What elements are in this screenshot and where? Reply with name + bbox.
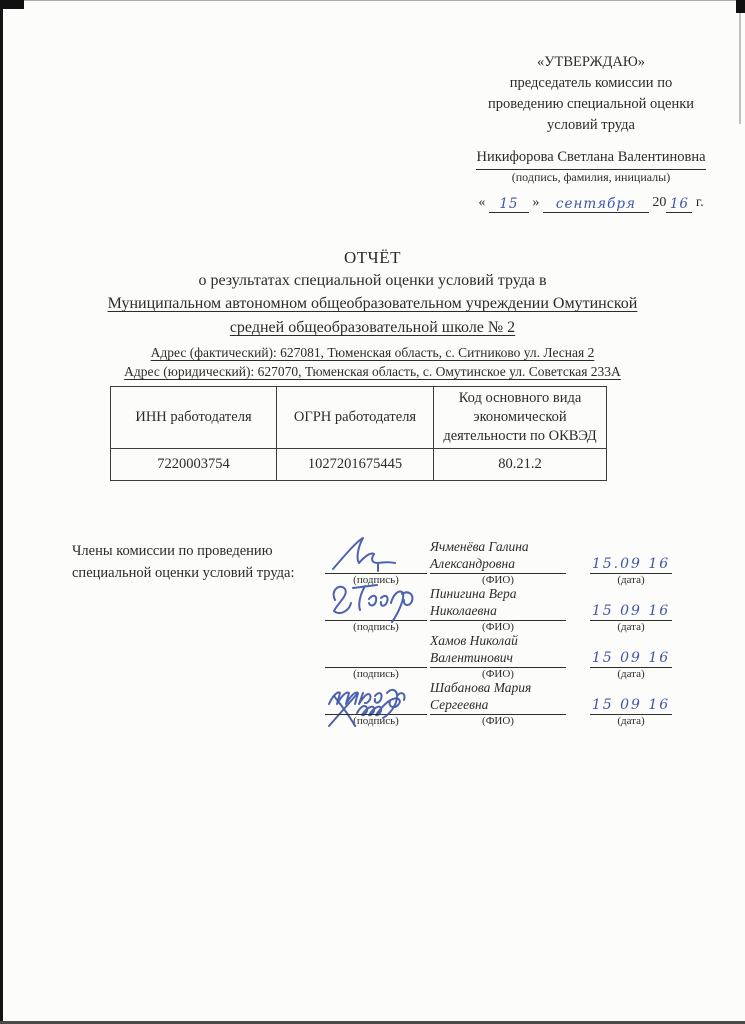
date-cell [590, 634, 672, 681]
organization-name-line1: Муниципальном автономном общеобразовательном учреждении Омутинской [107, 295, 638, 312]
name-cell [430, 634, 566, 681]
organization-name-line2: средней общеобразовательной школе № 2 [229, 319, 516, 336]
handwritten-date: 15 09 16 [591, 697, 671, 713]
title-block [0, 247, 745, 381]
signature-caption: (подпись) [353, 621, 399, 633]
name-caption: (ФИО) [482, 621, 514, 633]
name-caption: (ФИО) [482, 574, 514, 586]
report-title: ОТЧЁТ [344, 248, 401, 267]
header-inn: ИНН работодателя [111, 387, 277, 449]
date-cell [590, 540, 672, 587]
date-cell [590, 587, 672, 634]
scan-corner-mark-right [736, 0, 745, 13]
signature-caption: (подпись) [353, 715, 399, 727]
signature-icon [325, 533, 425, 577]
name-cell [430, 540, 566, 587]
report-subtitle: о результатах специальной оценки условий труда в [198, 272, 547, 289]
member-name-line1: Ячменёва Галина [430, 539, 529, 554]
date-year-slot [666, 197, 692, 213]
approver-name: Никифорова Светлана Валентиновна [476, 147, 705, 170]
member-name-line1: Хамов Николай [430, 633, 518, 648]
name-cell [430, 681, 566, 728]
approval-role-line: председатель комиссии по [509, 75, 673, 91]
handwritten-month: сентября [555, 196, 636, 212]
handwritten-date: 15 09 16 [591, 650, 671, 666]
member-name-line2: Сергеевна [430, 697, 489, 712]
date-cell [590, 681, 672, 728]
date-day-slot [489, 197, 529, 213]
value-ogrn: 1027201675445 [277, 449, 434, 481]
handwritten-date: 15.09 16 [591, 556, 671, 572]
signature-cell [325, 587, 427, 634]
date-year-prefix: 20 [652, 195, 667, 210]
signature-icon [325, 578, 425, 624]
handwritten-day: 15 [499, 196, 519, 212]
value-inn: 7220003754 [111, 449, 277, 481]
scan-corner-mark-left [0, 0, 24, 9]
address-legal: Адрес (юридический): 627070, Тюменская область, с. Омутинское ул. Советская 233А [124, 363, 621, 379]
date-caption: (дата) [617, 715, 645, 727]
signature-caption: (подпись) [353, 574, 399, 586]
value-okved: 80.21.2 [434, 449, 607, 481]
signature-caption: (подпись) [353, 668, 399, 680]
name-cell [430, 587, 566, 634]
table-header-row [111, 387, 607, 449]
commission-label-line2: специальной оценки условий труда: [72, 565, 295, 581]
date-open-quote: « [478, 195, 486, 210]
table-value-row [111, 449, 607, 481]
employer-info-table [110, 386, 607, 481]
handwritten-year: 16 [669, 196, 689, 212]
commission-label-line1: Члены комиссии по проведению [72, 543, 273, 559]
handwritten-date: 15 09 16 [591, 603, 671, 619]
member-name-line1: Пинигина Вера [430, 586, 517, 601]
signature-icon [325, 674, 425, 718]
approval-title: «УТВЕРЖДАЮ» [537, 54, 645, 70]
address-actual: Адрес (фактический): 627081, Тюменская область, с. Ситниково ул. Лесная 2 [150, 345, 595, 360]
commission-members-list [325, 540, 672, 728]
name-caption: (ФИО) [482, 715, 514, 727]
date-suffix: г. [695, 195, 704, 210]
date-caption: (дата) [617, 621, 645, 633]
scan-top-edge [0, 0, 745, 1]
member-name-line2: Валентинович [430, 650, 513, 665]
approval-role-line: проведению специальной оценки [487, 96, 695, 112]
header-ogrn: ОГРН работодателя [277, 387, 434, 449]
date-caption: (дата) [617, 574, 645, 586]
scan-left-edge [0, 0, 3, 1024]
member-name-line1: Шабанова Мария [430, 680, 532, 695]
date-close-quote: » [532, 195, 540, 210]
member-name-line2: Александровна [430, 556, 515, 571]
member-name-line2: Николаевна [430, 603, 497, 618]
approval-date-line [440, 192, 742, 213]
approval-signature-caption: (подпись, фамилия, инициалы) [511, 170, 671, 184]
date-caption: (дата) [617, 668, 645, 680]
date-month-slot [543, 197, 649, 213]
commission-label [72, 540, 295, 584]
member-row [325, 587, 672, 634]
header-okved: Код основного вида экономической деятельности по ОКВЭД [434, 387, 607, 449]
name-caption: (ФИО) [482, 668, 514, 680]
approval-role-line: условий труда [547, 117, 635, 133]
approval-block [440, 52, 742, 213]
